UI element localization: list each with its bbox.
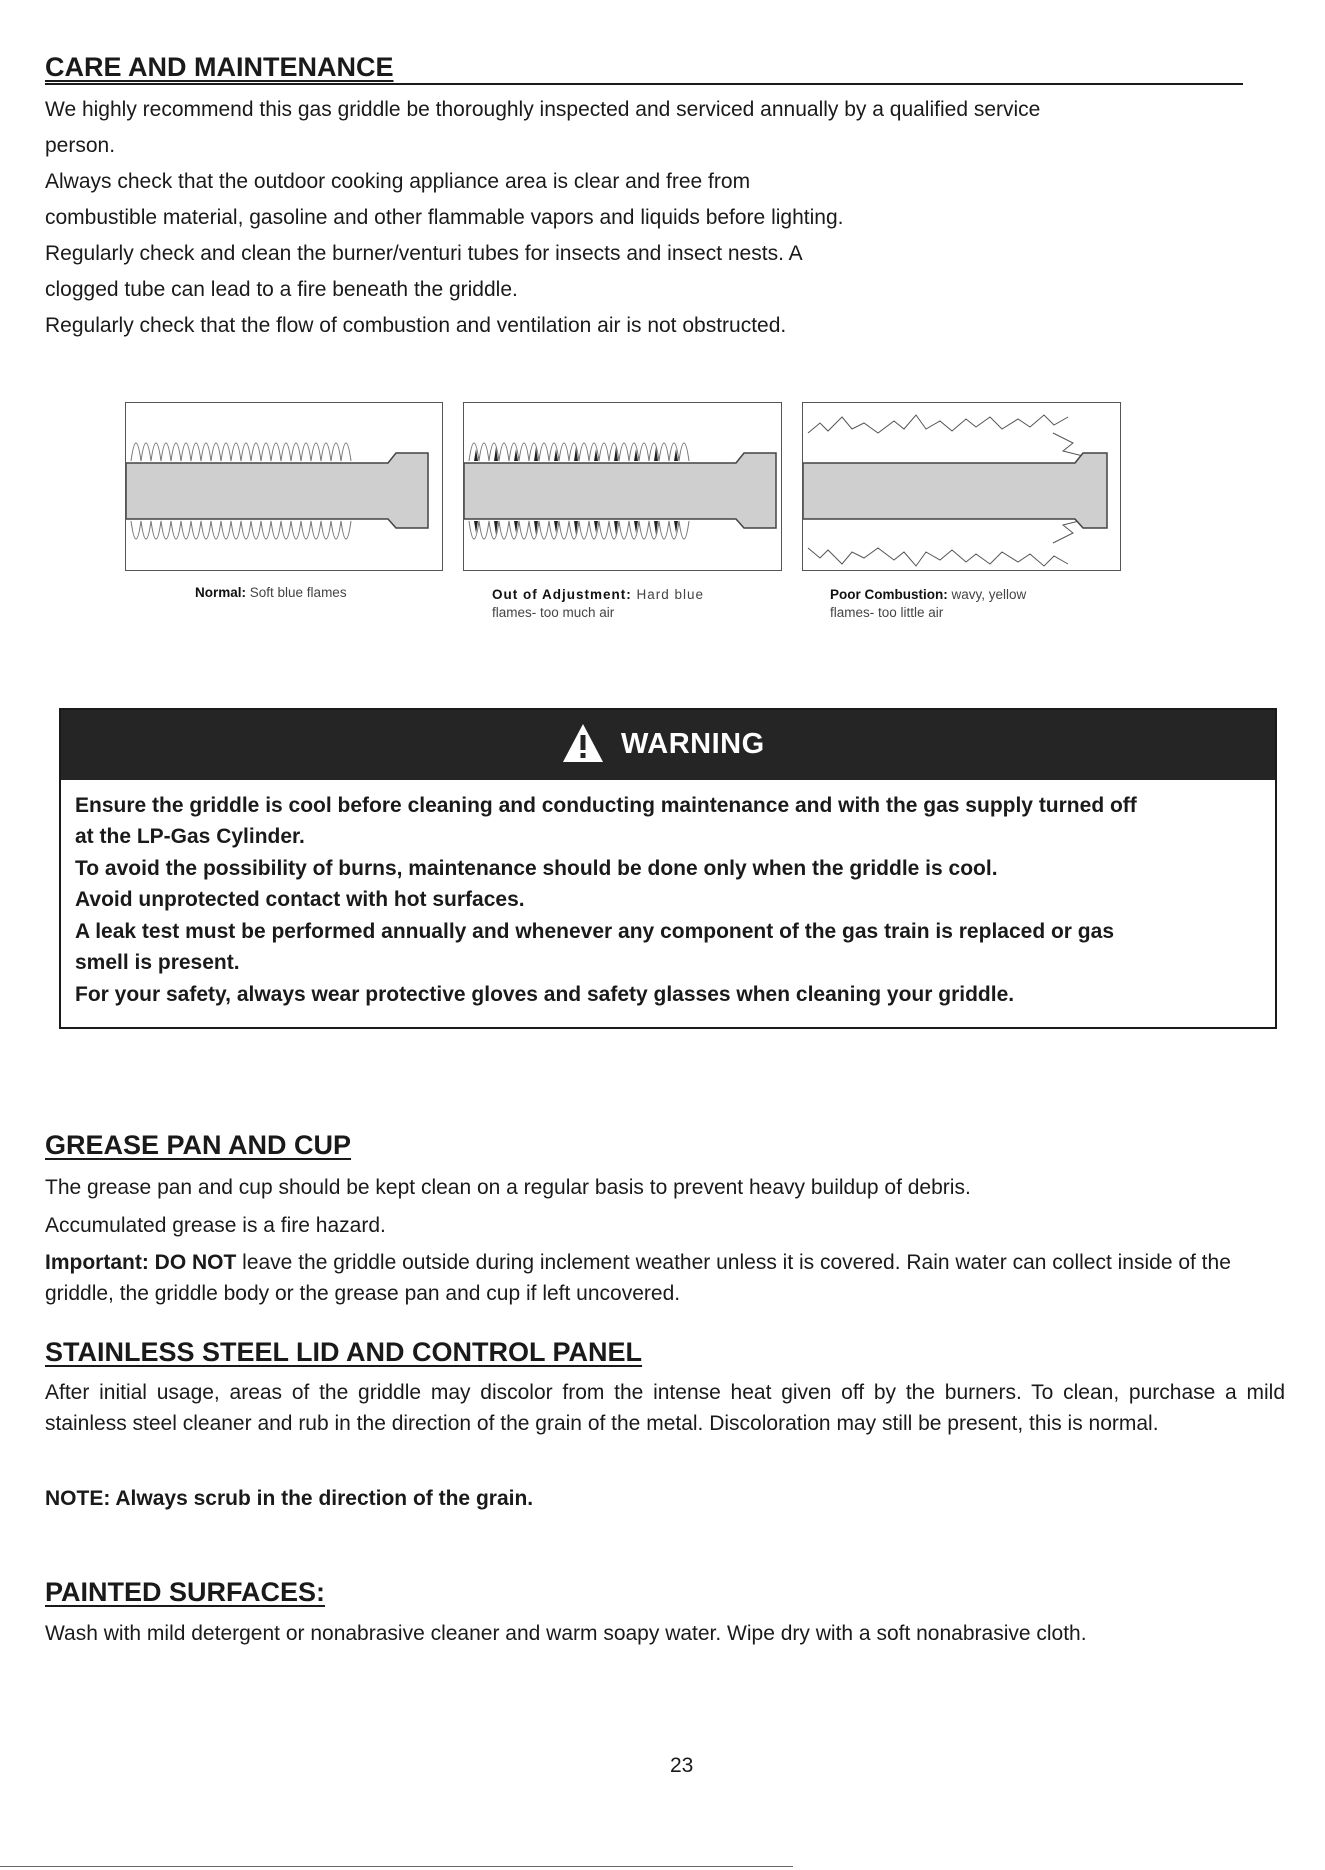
care-line: combustible material, gasoline and other flammable vapors and liquids before lighting. — [45, 206, 844, 229]
care-heading: CARE AND MAINTENANCE — [45, 52, 394, 82]
bottom-rule — [0, 1866, 793, 1867]
caption-label: Normal: — [195, 585, 247, 600]
painted-text: Wash with mild detergent or nonabrasive cleaner and warm soapy water. Wipe dry with a soft nonabrasive cloth. — [45, 1622, 1087, 1645]
care-body — [45, 92, 1040, 344]
care-line: clogged tube can lead to a fire beneath the griddle. — [45, 278, 518, 301]
stainless-text: After initial usage, areas of the griddle may discolor from the intense heat given off by the burners. To clean, purchase a mild stainless steel cleaner and rub in the direction of the grain of the metal. Discoloration may still be present, this is normal. — [45, 1381, 1285, 1435]
warning-line: at the LP-Gas Cylinder. — [75, 825, 305, 848]
grease-line: Accumulated grease is a fire hazard. — [45, 1214, 386, 1237]
caption-label: Out of Adjustment: — [492, 587, 632, 602]
grease-important — [45, 1247, 1285, 1309]
grease-line: The grease pan and cup should be kept clean on a regular basis to prevent heavy buildup of debris. — [45, 1176, 971, 1199]
care-line: person. — [45, 134, 116, 157]
care-line: We highly recommend this gas griddle be thoroughly inspected and serviced annually by a qualified service — [45, 98, 1041, 121]
warning-line: smell is present. — [75, 951, 240, 974]
care-line: Always check that the outdoor cooking appliance area is clear and free from — [45, 170, 751, 193]
grease-heading: GREASE PAN AND CUP — [45, 1130, 352, 1160]
heading-rule — [45, 83, 1243, 85]
stainless-heading: STAINLESS STEEL LID AND CONTROL PANEL — [45, 1337, 643, 1367]
caption-out-of-adjustment-line2: flames- too much air — [492, 605, 615, 620]
caption-poor-combustion — [830, 586, 1026, 603]
caption-out-of-adjustment — [492, 586, 704, 603]
care-line: Regularly check that the flow of combustion and ventilation air is not obstructed. — [45, 314, 787, 337]
important-label: Important: DO NOT — [45, 1251, 237, 1274]
caption-text: Soft blue flames — [246, 585, 347, 600]
warning-title: WARNING — [621, 728, 765, 760]
caption-label: Poor Combustion: — [830, 587, 948, 602]
painted-heading: PAINTED SURFACES: — [45, 1577, 326, 1607]
warning-line: For your safety, always wear protective gloves and safety glasses when cleaning your griddle. — [75, 983, 1015, 1006]
care-line: Regularly check and clean the burner/venturi tubes for insects and insect nests. A — [45, 242, 803, 265]
caption-text: wavy, yellow — [947, 587, 1027, 602]
warning-line: Avoid unprotected contact with hot surfaces. — [75, 888, 525, 911]
caption-poor-combustion-line2: flames- too little air — [830, 605, 944, 620]
important-text: leave the griddle outside during inclement weather unless it is covered. Rain water can collect inside of the griddle, the griddle body or the grease pan and cup if left uncovered. — [45, 1251, 1231, 1305]
stainless-note: NOTE: Always scrub in the direction of the grain. — [45, 1487, 534, 1510]
warning-line: A leak test must be performed annually and whenever any component of the gas train is replaced or gas — [75, 920, 1114, 943]
warning-line: Ensure the griddle is cool before cleaning and conducting maintenance and with the gas supply turned off — [75, 794, 1137, 817]
normal-flame-figure — [125, 402, 443, 571]
caption-text: Hard blue — [631, 587, 705, 602]
caption-normal — [195, 584, 347, 601]
warning-line: To avoid the possibility of burns, maintenance should be done only when the griddle is cool. — [75, 857, 998, 880]
poor-combustion-flame-figure — [802, 402, 1121, 571]
page-number: 23 — [670, 1754, 694, 1777]
warning-box — [59, 708, 1277, 1029]
warning-triangle-icon — [561, 722, 605, 764]
warning-header — [61, 710, 1275, 780]
out-of-adjustment-flame-figure — [463, 402, 782, 571]
